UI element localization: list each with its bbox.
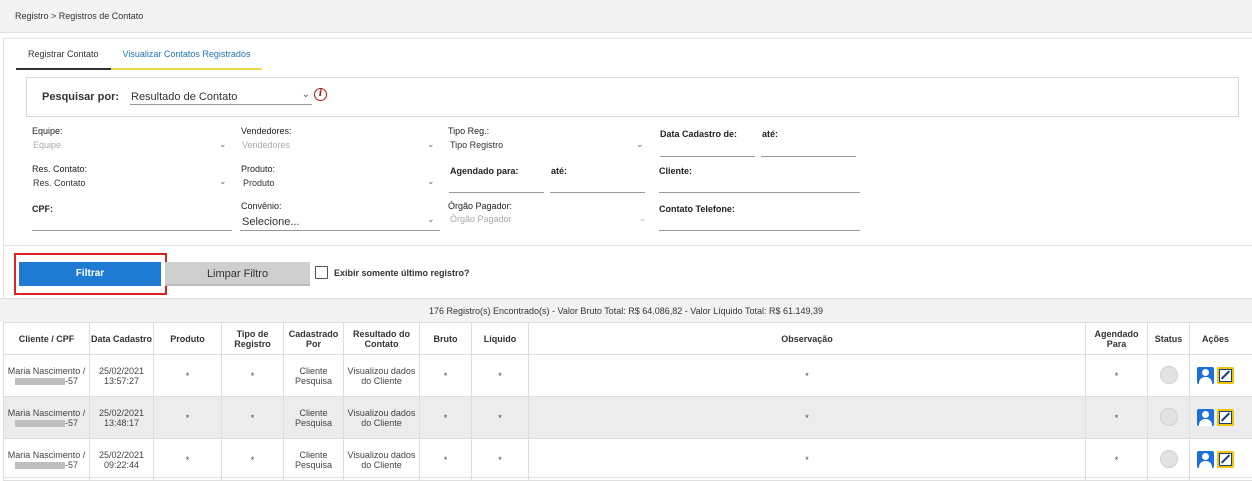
acoes-cell [1190,439,1252,481]
produto-value: Produto [243,178,275,188]
observacao-cell: * [529,397,1086,439]
user-icon[interactable] [1197,409,1214,426]
produto-label: Produto: [241,164,276,174]
cliente-name: Maria Nascimento / [7,449,86,460]
vendedores-label: Vendedores: [241,126,292,136]
data-value: 25/02/2021 [98,365,145,376]
filtrar-button[interactable]: Filtrar [19,262,161,286]
convenio-underline [240,230,440,231]
cpf-input[interactable] [32,230,232,231]
cpf-redacted [15,378,65,385]
cliente-label: Cliente: [659,166,693,176]
cliente-cpf-cell [4,439,90,481]
agendado-cell: * [1086,397,1148,439]
data-cell [90,397,154,439]
chevron-down-icon: ⌄ [427,214,435,224]
breadcrumb: Registro > Registros de Contato [0,0,1252,33]
ultimo-registro-label: Exibir somente último registro? [334,268,470,278]
status-indicator [1160,408,1178,426]
agendado-label: Agendado para: [450,166,519,176]
user-icon[interactable] [1197,451,1214,468]
tab-visualizar-contatos[interactable]: Visualizar Contatos Registrados [111,40,263,70]
col-bruto[interactable]: Bruto [420,323,472,355]
hora-value: 09:22:44 [103,459,140,470]
info-icon[interactable]: i [314,88,327,101]
data-cadastro-label: Data Cadastro de: [660,129,738,139]
data-cadastro-from-input[interactable] [660,156,755,157]
orgao-placeholder: Órgão Pagador [450,214,512,224]
chevron-down-icon: ⌄ [427,139,435,149]
status-indicator [1160,366,1178,384]
table-header-row [4,323,1252,355]
edit-icon[interactable] [1217,367,1234,384]
data-cell [90,439,154,481]
cliente-input[interactable] [659,192,860,193]
telefone-input[interactable] [659,230,860,231]
agendado-from-input[interactable] [449,192,544,193]
table-row[interactable] [4,397,1252,439]
status-cell [1148,355,1190,397]
convenio-label: Convênio: [241,201,282,211]
col-cliente-cpf[interactable]: Cliente / CPF [4,323,90,355]
search-by-value: Resultado de Contato [131,91,238,103]
col-observacao[interactable]: Observação [529,323,1086,355]
cadastrado-cell: Cliente Pesquisa [284,439,344,481]
agendado-ate-label: até: [551,166,568,176]
status-indicator [1160,450,1178,468]
col-produto[interactable]: Produto [154,323,222,355]
cliente-name: Maria Nascimento / [7,365,86,376]
tab-bar [16,40,262,70]
resultado-cell: Visualizou dados do Cliente [344,355,420,397]
convenio-value: Selecione... [242,216,300,228]
tipo-cell: * [222,355,284,397]
liquido-cell: * [472,397,529,439]
tipo-reg-label: Tipo Reg.: [448,126,490,136]
col-agendado-para[interactable]: Agendado Para [1086,323,1148,355]
results-summary: 176 Registro(s) Encontrado(s) - Valor Bruto Total: R$ 64.086,82 - Valor Líquido Total: R$ 61.149,39 [0,298,1252,322]
status-cell [1148,439,1190,481]
cliente-name: Maria Nascimento / [7,407,86,418]
table-row[interactable] [4,355,1252,397]
res-contato-label: Res. Contato: [32,164,88,174]
observacao-cell: * [529,439,1086,481]
data-cell [90,355,154,397]
edit-icon[interactable] [1217,451,1234,468]
col-tipo-registro[interactable]: Tipo de Registro [222,323,284,355]
cliente-cpf-cell [4,355,90,397]
acoes-cell [1190,397,1252,439]
status-cell [1148,397,1190,439]
chevron-down-icon: ⌄ [636,139,644,149]
bruto-cell: * [420,439,472,481]
col-data-cadastro[interactable]: Data Cadastro [90,323,154,355]
vendedores-placeholder: Vendedores [242,140,291,150]
tipo-cell: * [222,397,284,439]
cliente-cpf-cell [4,397,90,439]
chevron-down-icon: ⌄ [427,176,435,186]
chevron-down-icon: ⌄ [219,176,227,186]
equipe-placeholder: Equipe [33,140,62,150]
produto-cell: * [154,439,222,481]
search-by-box [26,77,1239,117]
edit-icon[interactable] [1217,409,1234,426]
results-table [3,322,1252,481]
highlight-box [14,253,167,295]
equipe-label: Equipe: [32,126,63,136]
data-value: 25/02/2021 [98,407,145,418]
orgao-label: Órgão Pagador: [448,201,513,211]
liquido-cell: * [472,439,529,481]
tipo-cell: * [222,439,284,481]
cadastrado-cell: Cliente Pesquisa [284,355,344,397]
cpf-redacted [15,420,65,427]
cpf-redacted [15,462,65,469]
data-cadastro-ate-label: até: [762,129,779,139]
ultimo-registro-checkbox[interactable] [315,266,328,279]
liquido-cell: * [472,355,529,397]
chevron-down-icon: ⌄ [219,139,227,149]
hora-value: 13:48:17 [103,417,140,428]
tipo-reg-value: Tipo Registro [450,140,504,150]
resultado-cell: Visualizou dados do Cliente [344,397,420,439]
chevron-down-icon: ⌄ [301,89,310,100]
cpf-label: CPF: [32,204,53,214]
agendado-cell: * [1086,355,1148,397]
user-icon[interactable] [1197,367,1214,384]
limpar-filtro-button[interactable]: Limpar Filtro [165,262,310,286]
agendado-to-input[interactable] [550,192,645,193]
divider [3,245,1252,246]
observacao-cell: * [529,355,1086,397]
col-cadastrado-por[interactable]: Cadastrado Por [284,323,344,355]
data-value: 25/02/2021 [98,449,145,460]
cadastrado-cell: Cliente Pesquisa [284,397,344,439]
res-contato-value: Res. Contato [33,178,86,188]
hora-value: 13:57:27 [103,375,140,386]
bruto-cell: * [420,397,472,439]
cpf-suffix: -57 [64,375,78,386]
data-cadastro-to-input[interactable] [761,156,856,157]
tab-registrar-contato[interactable]: Registrar Contato [16,40,111,70]
acoes-cell [1190,355,1252,397]
col-resultado-contato[interactable]: Resultado do Contato [344,323,420,355]
cpf-suffix: -57 [64,417,78,428]
col-acoes: Ações [1190,323,1252,355]
chevron-down-icon: ⌄ [639,213,647,223]
cpf-suffix: -57 [64,459,78,470]
search-by-label: Pesquisar por: [42,91,120,103]
agendado-cell: * [1086,439,1148,481]
produto-cell: * [154,397,222,439]
col-liquido[interactable]: Líquido [472,323,529,355]
bruto-cell: * [420,355,472,397]
telefone-label: Contato Telefone: [659,204,735,214]
col-status[interactable]: Status [1148,323,1190,355]
resultado-cell: Visualizou dados do Cliente [344,439,420,481]
produto-cell: * [154,355,222,397]
table-row[interactable] [4,439,1252,481]
search-by-select[interactable] [130,87,312,105]
